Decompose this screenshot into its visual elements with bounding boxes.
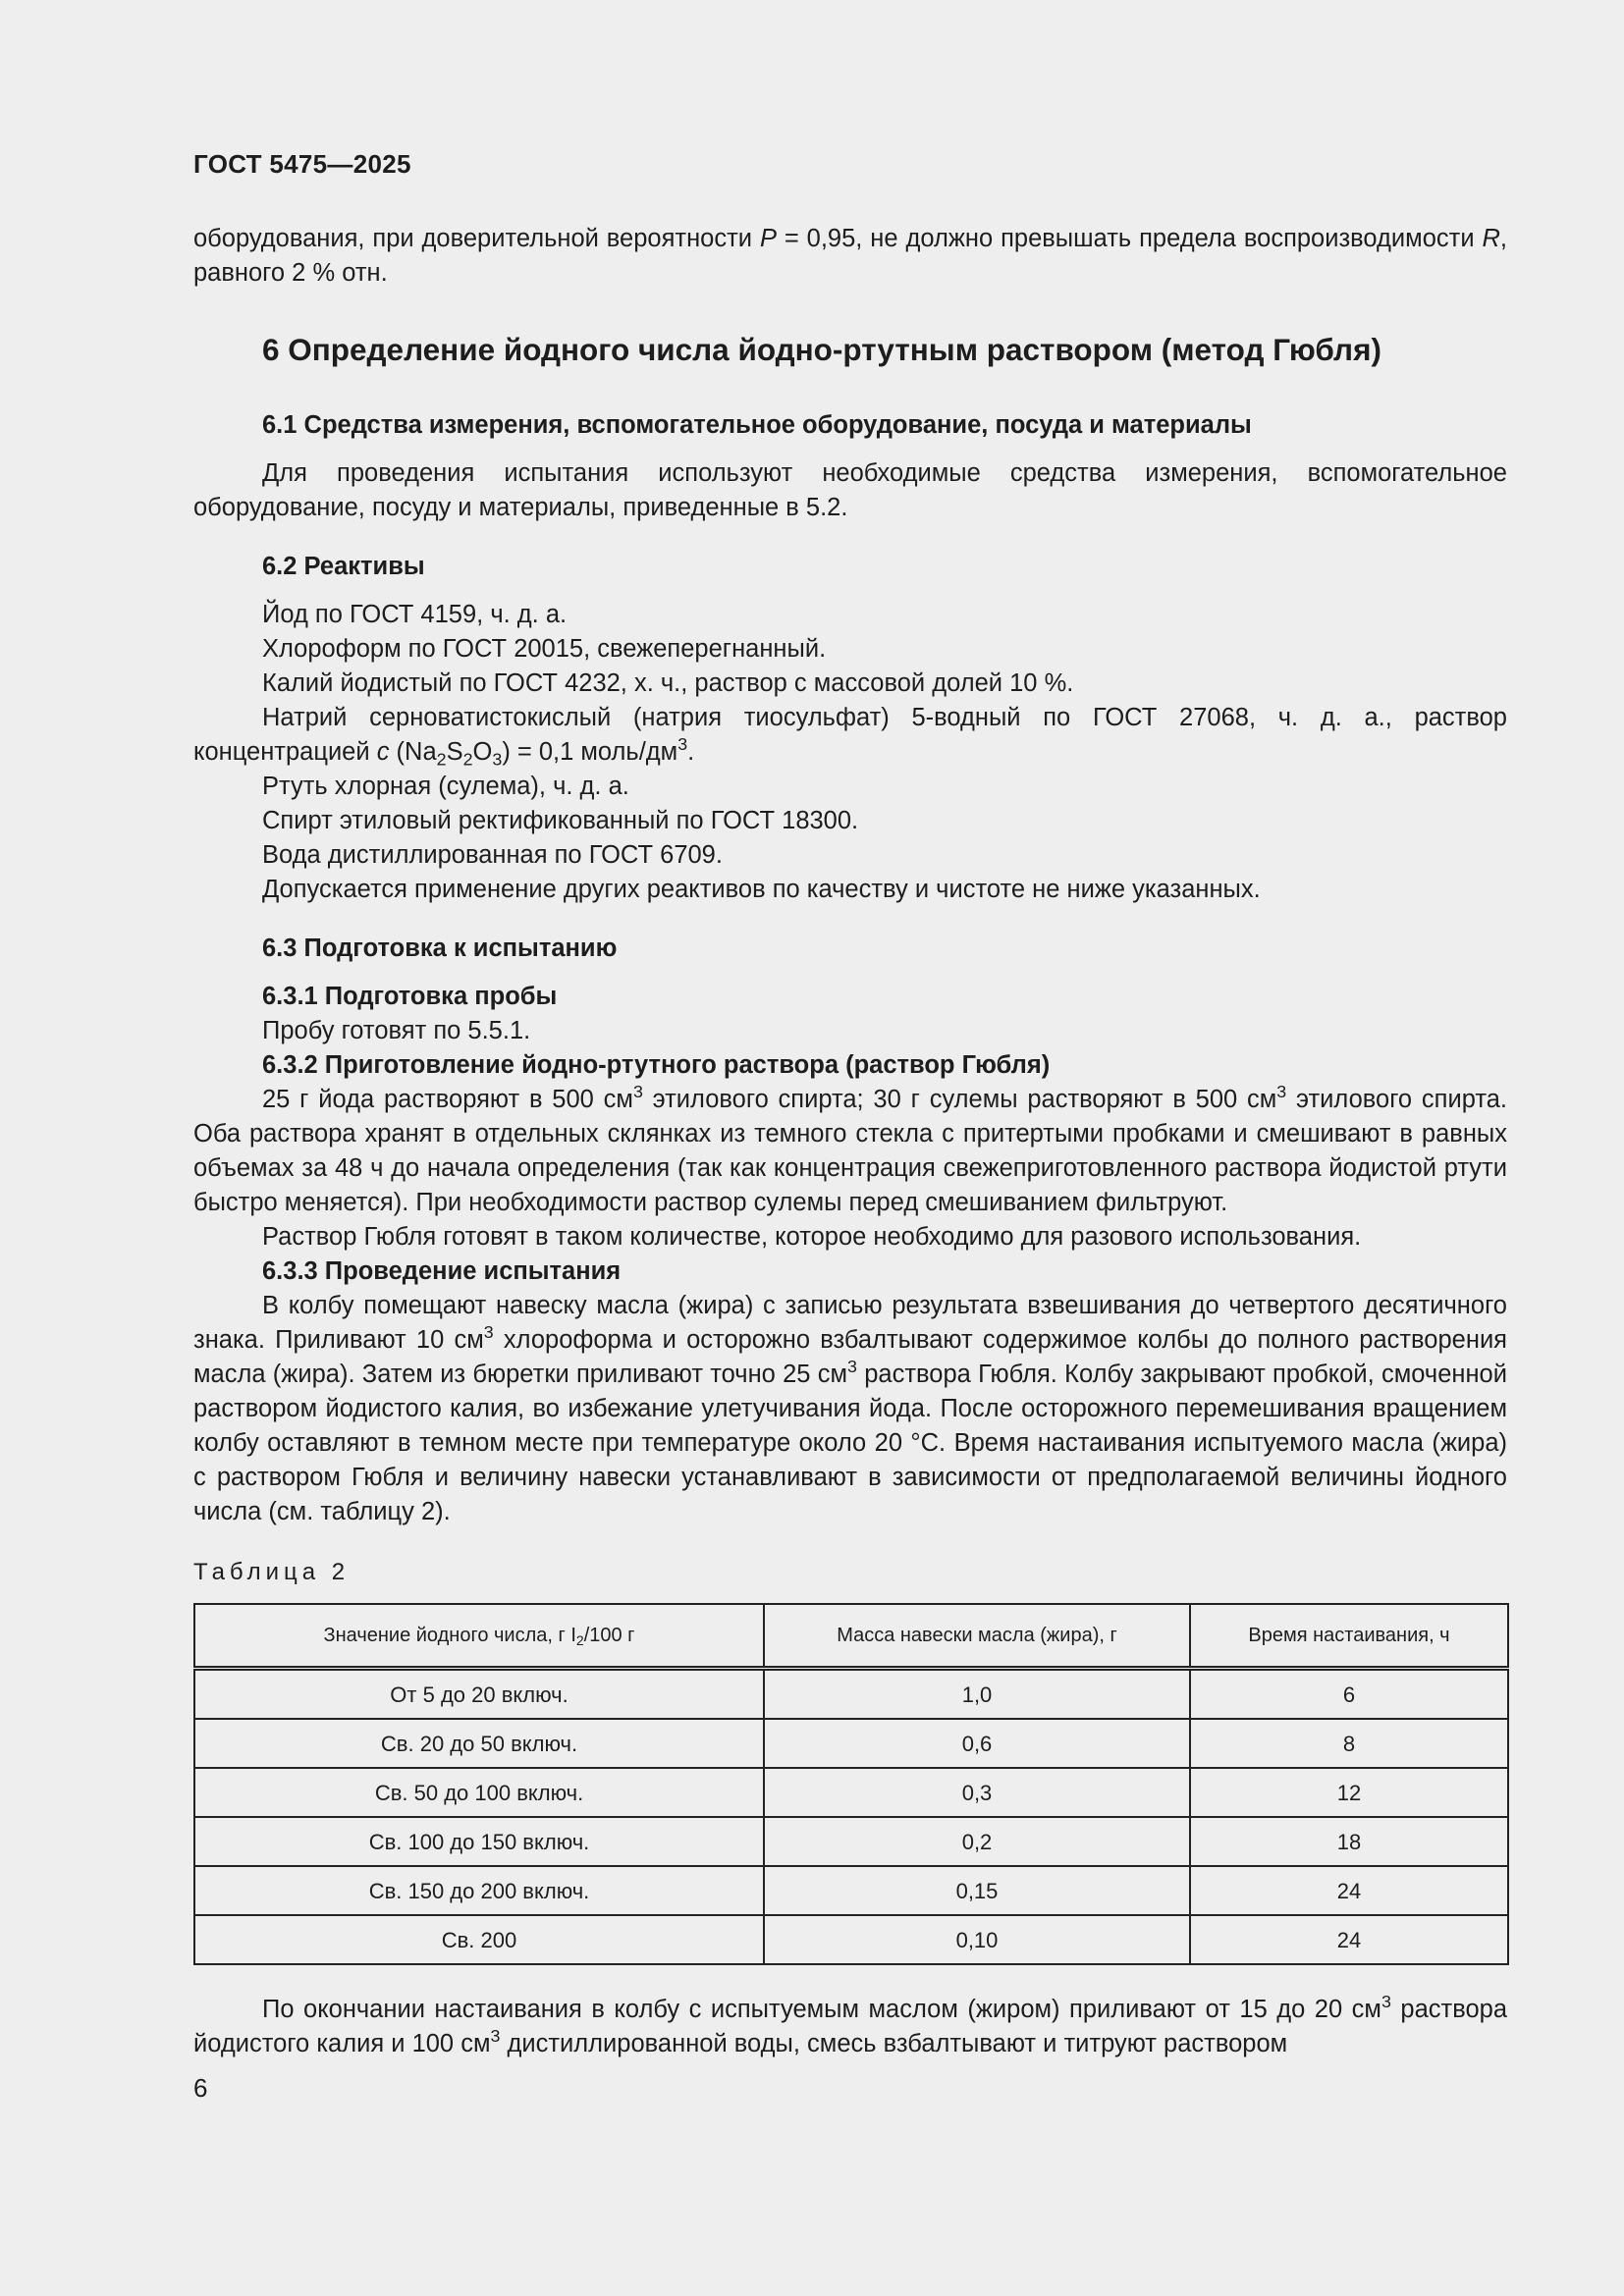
cell-sample-mass: 0,15: [764, 1866, 1190, 1915]
cell-infusion-time: 6: [1190, 1669, 1508, 1720]
var-r: R: [1482, 225, 1500, 252]
cell-iodine-value: Св. 200: [194, 1915, 764, 1964]
cell-sample-mass: 0,6: [764, 1719, 1190, 1768]
final-paragraph: По окончании настаивания в колбу с испытуемым маслом (жиром) приливают от 15 до 20 $см^3$ раствора йодистого калия и 100 $см^3$ дистиллированной воды, смесь взбалтывают и титруют раствором: [193, 1992, 1508, 2057]
page-body: [193, 222, 1507, 2061]
cell-iodine-value: Св. 100 до 150 включ.: [194, 1817, 764, 1866]
reagent-item: Вода дистиллированная по ГОСТ 6709.: [262, 841, 723, 869]
var-p: P: [759, 225, 777, 252]
cell-sample-mass: 0,3: [764, 1768, 1190, 1817]
reagent-item: Хлороформ по ГОСТ 20015, свежеперегнанный.: [262, 635, 827, 663]
cell-iodine-value: Св. 150 до 200 включ.: [194, 1866, 764, 1915]
reagent-item: Йод по ГОСТ 4159, ч. д. а.: [262, 601, 568, 628]
section-6-3-3-heading: 6.3.3 Проведение испытания: [262, 1257, 622, 1285]
cell-infusion-time: 24: [1190, 1915, 1508, 1964]
cell-sample-mass: 0,10: [764, 1915, 1190, 1964]
cell-infusion-time: 18: [1190, 1817, 1508, 1866]
table-row: [194, 1866, 1508, 1915]
section-6-1-text: Для проведения испытания используют необходимые средства измерения, вспомогательное оборудование, посуду и материалы, приведенные в 5.2.: [193, 459, 1507, 521]
cell-sample-mass: 1,0: [764, 1669, 1190, 1720]
table-row: [194, 1915, 1508, 1964]
cell-iodine-value: Св. 20 до 50 включ.: [194, 1719, 764, 1768]
section-6-heading: 6 Определение йодного числа йодно-ртутным раствором (метод Гюбля): [262, 332, 1381, 367]
reagent-item: Спирт этиловый ректификованный по ГОСТ 18300.: [262, 807, 859, 834]
table-header-row: [194, 1604, 1508, 1669]
running-header: ГОСТ 5475—2025: [193, 149, 411, 179]
cell-iodine-value: Св. 50 до 100 включ.: [194, 1768, 764, 1817]
section-6-3-1-text: Пробу готовят по 5.5.1.: [262, 1017, 531, 1044]
section-6-2-heading: 6.2 Реактивы: [262, 553, 425, 580]
cell-infusion-time: 12: [1190, 1768, 1508, 1817]
table-row: [194, 1817, 1508, 1866]
header-sample-mass: Масса навески масла (жира), г: [764, 1604, 1190, 1669]
section-6-3-2-paragraph: 25 г йода растворяют в 500 $см^3$ этилового спирта; 30 г сулемы растворяют в 500 $см^3$ этилового спирта. Оба раствора хранят в отдельных склянках из темного стекла с притертыми пробками и смешивают в равных объемах за 48 ч до начала определения (так как концентрация свежеприготовленного раствора йодистой ртути быстро меняется). При необходимости раствор сулемы перед смешиванием фильтруют.: [193, 1082, 1507, 1216]
section-6-3-3-paragraph: В колбу помещают навеску масла (жира) с записью результата взвешивания до четвертого десятичного знака. Приливают 10 $см^3$ хлороформа и осторожно взбалтывают содержимое колбы до полного растворения масла (жира). Затем из бюретки приливают точно 25 $см^3$ раствора Гюбля. Колбу закрывают пробкой, смоченной раствором йодистого калия, во избежание улетучивания йода. После осторожного перемешивания вращением колбу оставляют в темном месте при температуре около 20 °C. Время настаивания испытуемого масла (жира) с раствором Гюбля и величину навески устанавливают в зависимости от предполагаемой величины йодного числа (см. таблицу 2).: [193, 1292, 1507, 1525]
table-row: [194, 1768, 1508, 1817]
section-6-3-2-paragraph-2: Раствор Гюбля готовят в таком количестве, которое необходимо для разового использования.: [262, 1223, 1362, 1251]
page-number: 6: [193, 2073, 208, 2103]
reagent-note: Допускается применение других реактивов по качеству и чистоте не ниже указанных.: [262, 876, 1261, 903]
table-caption: Таблица 2: [193, 1559, 351, 1585]
section-6-1-heading: 6.1 Средства измерения, вспомогательное оборудование, посуда и материалы: [262, 411, 1252, 439]
cell-sample-mass: 0,2: [764, 1817, 1190, 1866]
section-6-3-2-heading: 6.3.2 Приготовление йодно-ртутного раствора (раствор Гюбля): [262, 1051, 1051, 1079]
continuation-paragraph: оборудования, при доверительной вероятности P = 0,95, не должно превышать предела воспроизводимости R, равного 2 % отн.: [193, 225, 1507, 287]
reagent-item: Ртуть хлорная (сулема), ч. д. а.: [262, 773, 629, 800]
section-6-3-1-heading: 6.3.1 Подготовка пробы: [262, 983, 558, 1010]
section-6-3-heading: 6.3 Подготовка к испытанию: [262, 934, 618, 962]
cell-infusion-time: 24: [1190, 1866, 1508, 1915]
cell-iodine-value: От 5 до 20 включ.: [194, 1669, 764, 1720]
header-iodine-value: Значение йодного числа, г $I_2/100$ г: [194, 1604, 764, 1669]
cell-infusion-time: 8: [1190, 1719, 1508, 1768]
table-2: [193, 1603, 1509, 1965]
header-infusion-time: Время настаивания, ч: [1190, 1604, 1508, 1669]
table-row: [194, 1669, 1508, 1720]
table-row: [194, 1719, 1508, 1768]
reagent-item-thiosulfate: Натрий серноватистокислый (натрия тиосульфат) 5-водный по ГОСТ 27068, ч. д. а., раствор концентрацией c $(Na_2S_2O_3) = 0,1$ моль/$дм^3$.: [193, 704, 1507, 770]
reagent-item: Калий йодистый по ГОСТ 4232, х. ч., раствор с массовой долей 10 %.: [262, 669, 1074, 697]
